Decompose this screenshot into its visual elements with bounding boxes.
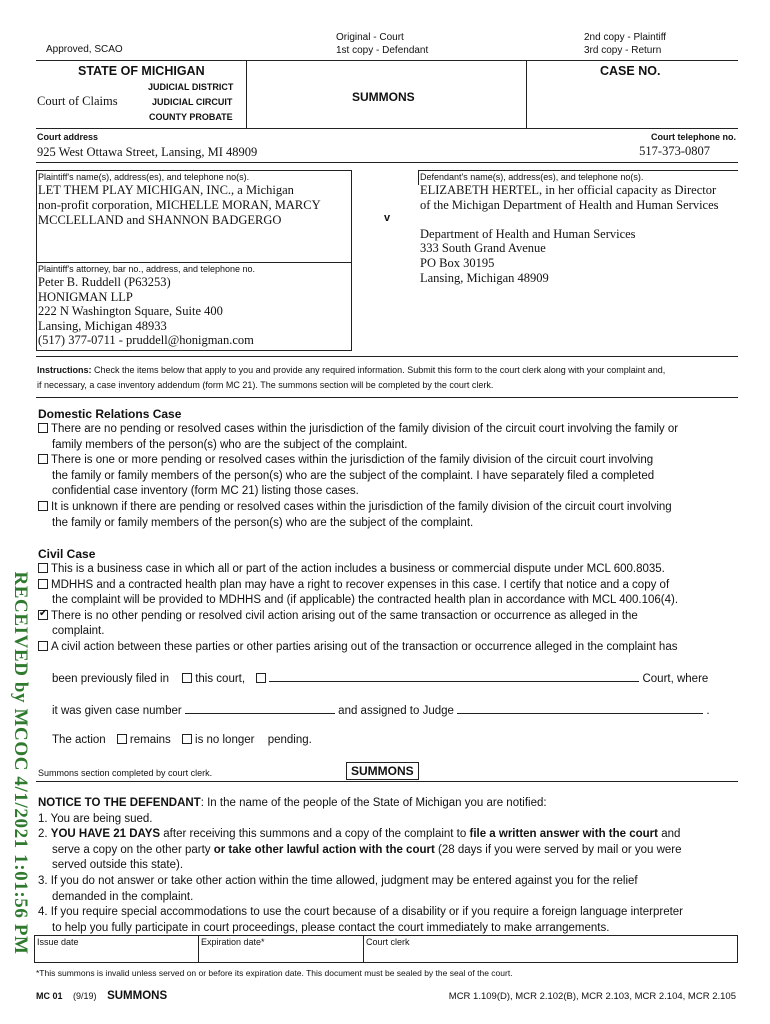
notice-bold: file a written answer with the court [469, 828, 658, 841]
case-no-label: CASE NO. [600, 64, 661, 78]
defendant-line: 333 South Grand Avenue [420, 241, 546, 256]
civil-checkbox-4[interactable] [38, 641, 48, 651]
civil-item-text: A civil action between these parties or other parties arising out of the transaction or occurrence alleged in the complaint has [51, 640, 678, 653]
domestic-item-text: There are no pending or resolved cases within the jurisdiction of the family division of the circuit court involving the family or [51, 423, 679, 435]
defendant-line: of the Michigan Department of Health and Human Services [420, 197, 719, 212]
domestic-heading: Domestic Relations Case [38, 407, 182, 421]
defendant-label: Defendant's name(s), address(es), and telephone no(s). [420, 172, 644, 182]
header-rule-bottom [36, 128, 738, 129]
pending-text: pending. [267, 734, 312, 746]
defendant-box [418, 170, 738, 351]
instructions-text: if necessary, a case inventory addendum (form MC 21). The summons section will be completed by the court clerk. [37, 380, 494, 390]
civil-item-text: This is a business case in which all or part of the action includes a business or commercial dispute under MCL 600.8035. [51, 563, 665, 575]
versus: v [384, 212, 391, 224]
notice [38, 796, 748, 936]
civil-item-4 [38, 640, 743, 656]
domestic-checkbox-1[interactable] [38, 423, 48, 433]
plaintiff-line: non-profit corporation, MICHELLE MORAN, MARCY [38, 198, 321, 212]
civil-items [38, 562, 743, 656]
footnote: *This summons is invalid unless served on or before its expiration date. This document must be sealed by the seal of the court. [36, 968, 513, 978]
domestic-item-text: There is one or more pending or resolved cases within the jurisdiction of the family division of the circuit court involving [51, 454, 654, 467]
this-court-text: this court, [195, 673, 246, 685]
civil-item-2 [38, 578, 743, 609]
civil-checkbox-3[interactable] [38, 610, 48, 620]
judicial-district-label: JUDICIAL DISTRICT [148, 82, 234, 92]
court-address: 925 West Ottawa Street, Lansing, MI 48909 [37, 145, 258, 159]
attorney-label: Plaintiff's attorney, bar no., address, and telephone no. [38, 264, 256, 274]
attorney-info [38, 275, 254, 348]
notice-item-2-line2 [38, 843, 748, 859]
civil-item-3 [38, 609, 743, 640]
notice-text: 2. [38, 828, 51, 841]
case-number-text: it was given case number [52, 705, 182, 717]
civil-item-text: the complaint will be provided to MDHHS and (if applicable) the contracted health plan in accordance with MCL 400.106(4). [52, 594, 679, 607]
issue-table-divider [198, 936, 199, 962]
parties-rule [36, 356, 738, 357]
attorney-line: 222 N Washington Square, Suite 400 [38, 304, 223, 319]
civil-item-text: There is no other pending or resolved civil action arising out of the same transaction or occurrence as alleged in the [51, 609, 638, 622]
action-status-row [52, 734, 312, 746]
state-title: STATE OF MICHIGAN [78, 64, 205, 78]
plaintiff-box [36, 170, 352, 263]
domestic-item-text: the family or family members of the person(s) who are the subject of the complaint. [52, 516, 474, 529]
civil-heading: Civil Case [38, 547, 96, 561]
copy-original: Original - Court [336, 32, 404, 43]
footer-left [36, 990, 167, 1002]
domestic-checkbox-2[interactable] [38, 454, 48, 464]
domestic-item-2 [38, 453, 743, 500]
court-phone: 517-373-0807 [639, 144, 710, 158]
expiration-date-label: Expiration date* [201, 937, 265, 947]
domestic-items [38, 422, 743, 531]
summons-badge: SUMMONS [346, 762, 419, 780]
form-title: SUMMONS [352, 90, 415, 104]
notice-text: (28 days if you were served by mail or you were [434, 843, 682, 856]
attorney-line: Peter B. Ruddell (P63253) [38, 275, 171, 289]
court-where-text: Court, where [642, 673, 709, 685]
plaintiff-line: LET THEM PLAY MICHIGAN, INC., a Michigan [38, 183, 294, 197]
remains-checkbox[interactable] [117, 734, 127, 744]
header-rule-top [36, 60, 738, 61]
plaintiff-label: Plaintiff's name(s), address(es), and telephone no(s). [38, 172, 250, 182]
judicial-circuit-label: JUDICIAL CIRCUIT [152, 97, 233, 107]
attorney-line: Lansing, Michigan 48933 [38, 318, 167, 333]
defendant-info [420, 183, 719, 285]
domestic-item-3 [38, 500, 743, 531]
notice-item-2 [38, 827, 748, 843]
county-probate-label: COUNTY PROBATE [149, 112, 233, 122]
period-text: . [706, 705, 710, 717]
instructions-text: Check the items below that apply to you and provide any required information. Submit this form to the court clerk along with your complaint and, [91, 365, 666, 375]
notice-title: NOTICE TO THE DEFENDANT [38, 797, 201, 809]
notice-item-4-line2: to help you fully participate in court proceedings, please contact the court immediately to make arrangements. [52, 921, 610, 934]
notice-text: after receiving this summons and a copy of the complaint to [160, 828, 470, 841]
court-address-label: Court address [37, 132, 99, 142]
this-court-checkbox[interactable] [182, 673, 192, 683]
other-court-checkbox[interactable] [256, 673, 266, 683]
header-divider-1 [246, 60, 247, 128]
case-number-row [52, 703, 710, 717]
copy-second: 2nd copy - Plaintiff [584, 32, 667, 43]
form-code: MC 01 [36, 991, 63, 1001]
assigned-judge-text: and assigned to Judge [338, 705, 454, 717]
court-phone-label: Court telephone no. [651, 132, 736, 142]
defendant-line: PO Box 30195 [420, 255, 495, 270]
summons-rule [36, 781, 738, 782]
summons-note: Summons section completed by court clerk. [38, 768, 213, 778]
civil-item-1 [38, 562, 743, 578]
domestic-item-text: confidential case inventory (form MC 21) listing those cases. [52, 485, 359, 498]
notice-bold: YOU HAVE 21 DAYS [50, 828, 161, 841]
the-action-text: The action [52, 734, 106, 746]
defendant-box-tick [418, 171, 419, 185]
received-stamp: RECEIVED by MCOC 4/1/2021 1:01:56 PM [10, 571, 31, 955]
previously-filed-text: been previously filed in [52, 673, 169, 685]
domestic-checkbox-3[interactable] [38, 501, 48, 511]
notice-text: and [658, 828, 681, 841]
copy-first: 1st copy - Defendant [336, 45, 429, 56]
instructions [37, 363, 742, 393]
domestic-item-1 [38, 422, 743, 453]
plaintiff-line: MCCLELLAND and SHANNON BADGERGO [38, 213, 282, 227]
form-name: SUMMONS [107, 990, 168, 1002]
civil-checkbox-2[interactable] [38, 579, 48, 589]
form-revision: (9/19) [73, 991, 97, 1001]
no-longer-checkbox[interactable] [182, 734, 192, 744]
notice-item-1: 1. You are being sued. [38, 812, 153, 825]
remains-text: remains [129, 734, 171, 746]
domestic-item-text: family members of the person(s) who are the subject of the complaint. [52, 438, 408, 451]
attorney-box [36, 263, 352, 351]
no-longer-text: is no longer [195, 734, 255, 746]
domestic-item-text: the family or family members of the person(s) who are the subject of the complaint. I have separately filed a completed [52, 469, 655, 482]
notice-item-2-line3: served outside this state). [52, 859, 184, 872]
plaintiff-names [38, 183, 321, 228]
instructions-rule [36, 397, 738, 398]
notice-intro: : In the name of the people of the State of Michigan you are notified: [200, 797, 547, 809]
approval-text: Approved, SCAO [46, 44, 123, 55]
civil-item-text: MDHHS and a contracted health plan may have a right to recover expenses in this case. I certify that notice and a copy of [51, 578, 670, 591]
defendant-line: ELIZABETH HERTEL, in her official capacity as Director [420, 183, 717, 197]
issue-table-divider [363, 936, 364, 962]
notice-text: serve a copy on the other party [52, 843, 214, 856]
header-divider-2 [526, 60, 527, 128]
domestic-item-text: It is unknown if there are pending or resolved cases within the jurisdiction of the family division of the circuit court involving [51, 500, 672, 513]
court-name: Court of Claims [37, 94, 118, 108]
court-rule [36, 162, 738, 163]
other-court-field[interactable] [269, 671, 639, 682]
previously-filed-row [52, 671, 708, 685]
civil-checkbox-1[interactable] [38, 563, 48, 573]
notice-item-4: 4. If you require special accommodations to use the court because of a disability or if you require a foreign language interpreter [38, 906, 684, 919]
issue-table [34, 935, 738, 963]
judge-field[interactable] [457, 703, 703, 714]
court-clerk-label: Court clerk [366, 937, 410, 947]
attorney-line: HONIGMAN LLP [38, 289, 133, 304]
notice-item-3: 3. If you do not answer or take other action within the time allowed, judgment may be entered against you for the relief [38, 874, 638, 887]
notice-bold: or take other lawful action with the court [213, 843, 435, 856]
attorney-line: (517) 377-0711 - pruddell@honigman.com [38, 333, 254, 348]
case-number-field[interactable] [185, 703, 335, 714]
instructions-label: Instructions: [37, 365, 92, 375]
footer-rules: MCR 1.109(D), MCR 2.102(B), MCR 2.103, MCR 2.104, MCR 2.105 [448, 991, 736, 1002]
defendant-line [420, 212, 719, 227]
issue-date-label: Issue date [37, 937, 79, 947]
defendant-line: Lansing, Michigan 48909 [420, 270, 549, 285]
copy-third: 3rd copy - Return [584, 45, 662, 56]
defendant-line: Department of Health and Human Services [420, 226, 636, 241]
notice-item-3-line2: demanded in the complaint. [52, 890, 194, 903]
civil-item-text: complaint. [52, 625, 105, 638]
